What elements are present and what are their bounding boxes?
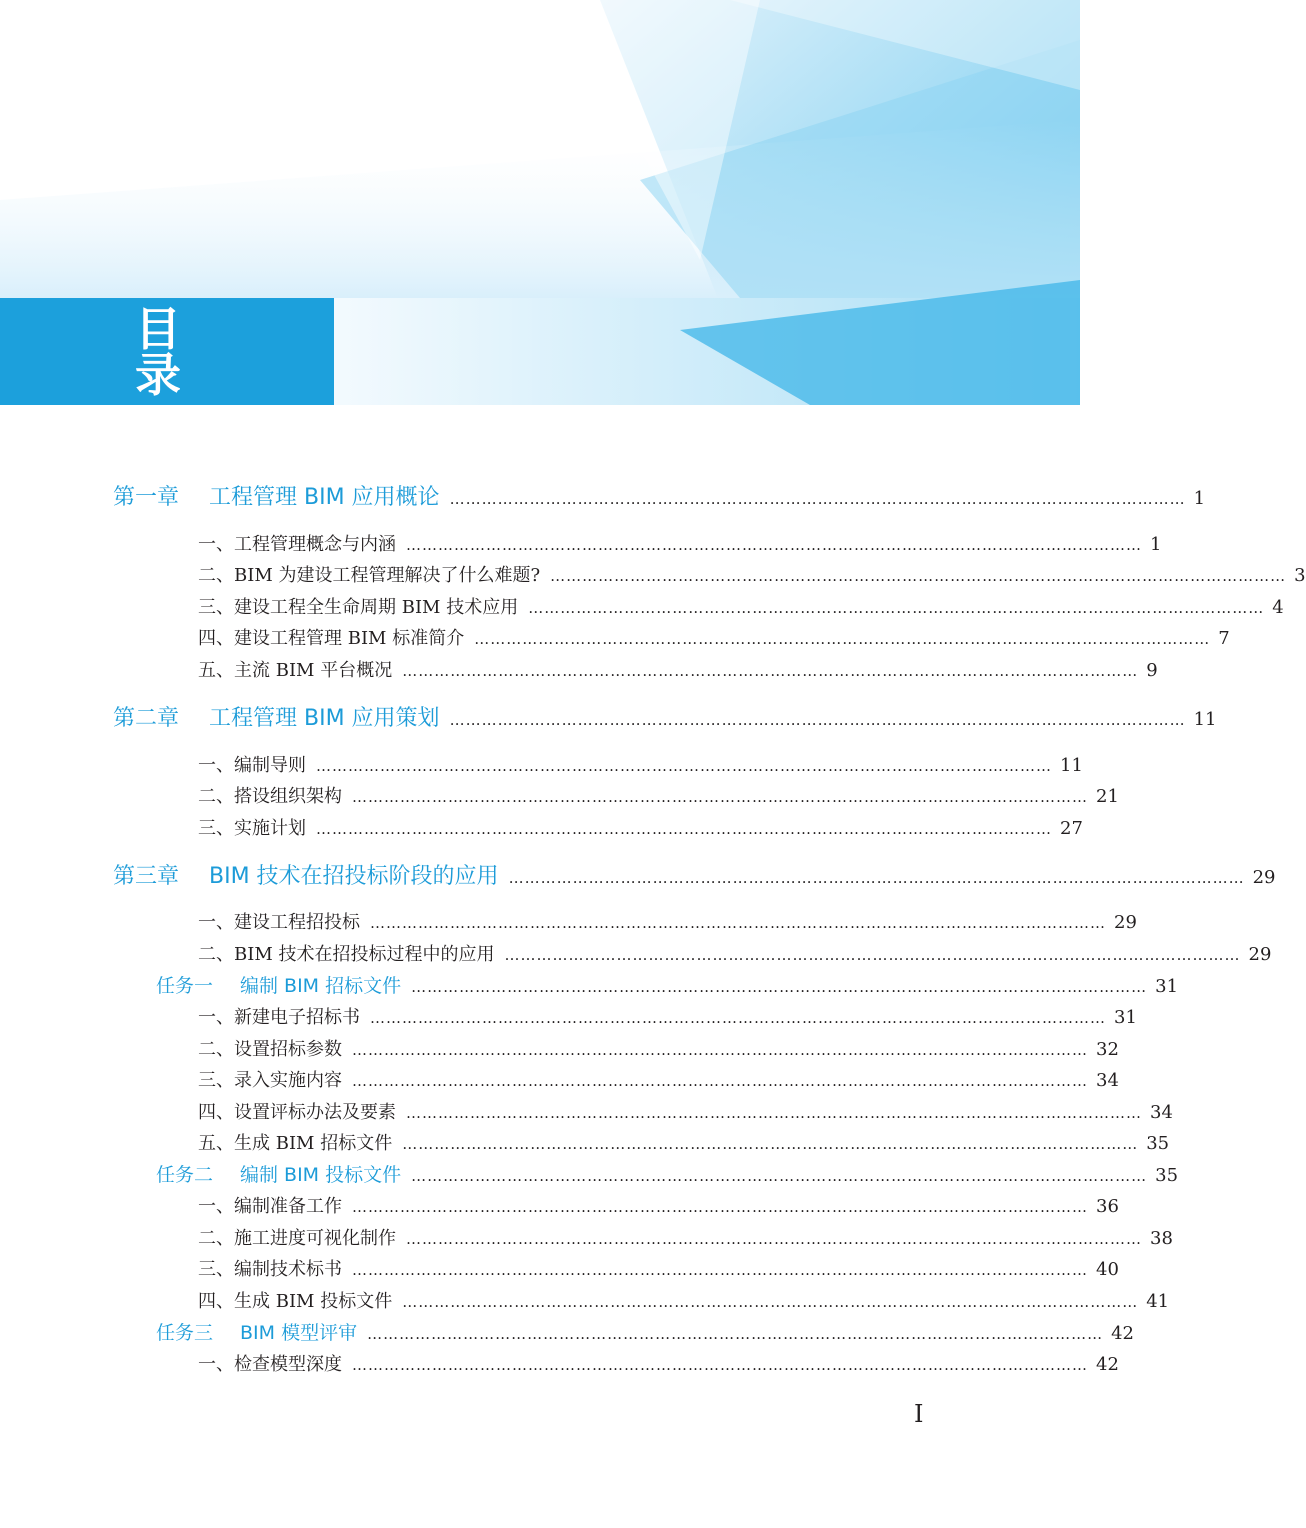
dot-leader: ………………………………………………………………………………………………………………………… xyxy=(316,820,1052,838)
chapter-number: 第一章 xyxy=(113,485,180,510)
toc-entry[interactable] xyxy=(198,593,1284,619)
toc-entry[interactable] xyxy=(198,1192,1119,1218)
dot-leader: ………………………………………………………………………………………………………………………… xyxy=(504,946,1241,964)
toc-entry[interactable] xyxy=(198,624,1230,650)
dot-leader: ………………………………………………………………………………………………………………………… xyxy=(352,1072,1088,1090)
entry-label: 二、BIM 技术在招投标过程中的应用 xyxy=(198,944,495,965)
dot-leader: ………………………………………………………………………………………………………………………… xyxy=(406,1104,1142,1122)
entry-label: 三、编制技术标书 xyxy=(198,1259,342,1280)
entry-label: 二、施工进度可视化制作 xyxy=(198,1228,396,1249)
page-number: 38 xyxy=(1150,1228,1173,1249)
contents-title-block xyxy=(0,298,334,405)
page-number: 34 xyxy=(1150,1102,1173,1123)
entry-label: 一、检查模型深度 xyxy=(198,1354,342,1375)
page-number: 42 xyxy=(1111,1323,1134,1344)
page-number: 1 xyxy=(1150,534,1162,555)
chapter-title: BIM 技术在招投标阶段的应用 xyxy=(209,864,499,889)
entry-label: 四、设置评标办法及要素 xyxy=(198,1102,396,1123)
page-number: 31 xyxy=(1155,976,1179,997)
toc-entry[interactable] xyxy=(198,1350,1119,1376)
dot-leader: ………………………………………………………………………………………………………………………… xyxy=(528,599,1265,617)
dot-leader: ………………………………………………………………………………………………………………………… xyxy=(352,1356,1088,1374)
page-number: 31 xyxy=(1114,1007,1137,1028)
entry-label: 四、生成 BIM 投标文件 xyxy=(198,1291,393,1312)
page-number: 1 xyxy=(1193,488,1206,509)
entry-label: 二、BIM 为建设工程管理解决了什么难题? xyxy=(198,565,541,586)
page-title: 目 录 xyxy=(135,301,227,402)
toc-entry[interactable] xyxy=(198,1098,1173,1124)
dot-leader: ………………………………………………………………………………………………………………………… xyxy=(411,978,1148,996)
entry-label: 五、主流 BIM 平台概况 xyxy=(198,660,393,681)
dot-leader: ………………………………………………………………………………………………………………………… xyxy=(352,1041,1088,1059)
entry-label: 一、编制准备工作 xyxy=(198,1196,342,1217)
toc-entry[interactable] xyxy=(198,1255,1119,1281)
entry-label: 三、实施计划 xyxy=(198,818,306,839)
dot-leader: ………………………………………………………………………………………………………………………… xyxy=(402,1135,1139,1153)
page-number: 32 xyxy=(1096,1039,1119,1060)
chapter-number: 第三章 xyxy=(113,864,180,889)
task-title: 编制 BIM 招标文件 xyxy=(240,975,402,997)
toc-entry[interactable] xyxy=(198,908,1137,934)
page-number: 34 xyxy=(1096,1070,1119,1091)
dot-leader: ………………………………………………………………………………………………………………………… xyxy=(474,630,1211,648)
toc-entry[interactable] xyxy=(198,751,1083,777)
dot-leader: ………………………………………………………………………………………………………………………… xyxy=(449,490,1186,508)
toc-entry[interactable] xyxy=(198,530,1162,556)
dot-leader: ………………………………………………………………………………………………………………………… xyxy=(402,662,1139,680)
toc-entry[interactable] xyxy=(198,561,1306,587)
page-number: 27 xyxy=(1060,818,1083,839)
chapter-title: 工程管理 BIM 应用策划 xyxy=(209,706,440,731)
toc-chapter-2[interactable] xyxy=(113,701,1217,732)
entry-label: 一、建设工程招投标 xyxy=(198,912,360,933)
dot-leader: ………………………………………………………………………………………………………………………… xyxy=(406,536,1142,554)
entry-label: 二、设置招标参数 xyxy=(198,1039,342,1060)
entry-label: 一、新建电子招标书 xyxy=(198,1007,360,1028)
entry-label: 四、建设工程管理 BIM 标准简介 xyxy=(198,628,465,649)
dot-leader: ………………………………………………………………………………………………………………………… xyxy=(370,1009,1106,1027)
page-number: 35 xyxy=(1155,1165,1179,1186)
entry-label: 五、生成 BIM 招标文件 xyxy=(198,1133,393,1154)
toc-chapter-3[interactable] xyxy=(113,859,1276,890)
chapter-number: 第二章 xyxy=(113,706,180,731)
page-number: 4 xyxy=(1272,597,1284,618)
dot-leader: ………………………………………………………………………………………………………………………… xyxy=(352,788,1088,806)
page-number: 9 xyxy=(1146,660,1158,681)
toc-entry[interactable] xyxy=(198,1035,1119,1061)
task-number: 任务一 xyxy=(156,975,214,997)
entry-label: 三、建设工程全生命周期 BIM 技术应用 xyxy=(198,597,519,618)
page-number: 3 xyxy=(1294,565,1306,586)
toc-chapter-1[interactable] xyxy=(113,480,1206,511)
page-number: 41 xyxy=(1146,1291,1170,1312)
dot-leader: ………………………………………………………………………………………………………………………… xyxy=(370,914,1106,932)
dot-leader: ………………………………………………………………………………………………………………………… xyxy=(550,567,1287,585)
dot-leader: ………………………………………………………………………………………………………………………… xyxy=(406,1230,1142,1248)
toc-entry[interactable] xyxy=(198,940,1272,966)
dot-leader: ………………………………………………………………………………………………………………………… xyxy=(316,757,1052,775)
page-number: 36 xyxy=(1096,1196,1119,1217)
toc-task-3[interactable] xyxy=(156,1318,1134,1345)
toc-entry[interactable] xyxy=(198,1066,1119,1092)
task-number: 任务二 xyxy=(156,1164,214,1186)
entry-label: 一、工程管理概念与内涵 xyxy=(198,534,396,555)
entry-label: 一、编制导则 xyxy=(198,755,306,776)
task-title: BIM 模型评审 xyxy=(240,1322,358,1344)
dot-leader: ………………………………………………………………………………………………………………………… xyxy=(352,1261,1088,1279)
task-number: 任务三 xyxy=(156,1322,214,1344)
dot-leader: ………………………………………………………………………………………………………………………… xyxy=(411,1167,1148,1185)
dot-leader: ………………………………………………………………………………………………………………………… xyxy=(449,711,1186,729)
entry-label: 三、录入实施内容 xyxy=(198,1070,342,1091)
page-number: 7 xyxy=(1218,628,1230,649)
toc-entry[interactable] xyxy=(198,1129,1170,1155)
page-number: 21 xyxy=(1096,786,1119,807)
page-number: 35 xyxy=(1146,1133,1170,1154)
dot-leader: ………………………………………………………………………………………………………………………… xyxy=(402,1293,1139,1311)
toc-entry[interactable] xyxy=(198,814,1083,840)
page-number: 29 xyxy=(1114,912,1137,933)
page-number: 29 xyxy=(1252,867,1276,888)
page-number: 42 xyxy=(1096,1354,1119,1375)
toc-entry[interactable] xyxy=(198,1287,1170,1313)
toc-task-1[interactable] xyxy=(156,971,1179,998)
toc-entry[interactable] xyxy=(198,1003,1137,1029)
toc-entry[interactable] xyxy=(198,1224,1173,1250)
dot-leader: ………………………………………………………………………………………………………………………… xyxy=(352,1198,1088,1216)
page-number: 40 xyxy=(1096,1259,1119,1280)
entry-label: 二、搭设组织架构 xyxy=(198,786,342,807)
task-title: 编制 BIM 投标文件 xyxy=(240,1164,402,1186)
page-number: 11 xyxy=(1060,755,1083,776)
dot-leader: ………………………………………………………………………………………………………………………… xyxy=(367,1325,1104,1343)
toc-task-2[interactable] xyxy=(156,1160,1179,1187)
toc-entry[interactable] xyxy=(198,782,1119,808)
toc-entry[interactable] xyxy=(198,656,1158,682)
folio-page-number: I xyxy=(914,1400,924,1428)
page-number: 29 xyxy=(1248,944,1272,965)
chapter-title: 工程管理 BIM 应用概论 xyxy=(209,485,440,510)
dot-leader: ………………………………………………………………………………………………………………………… xyxy=(508,869,1245,887)
page-number: 11 xyxy=(1193,709,1217,730)
